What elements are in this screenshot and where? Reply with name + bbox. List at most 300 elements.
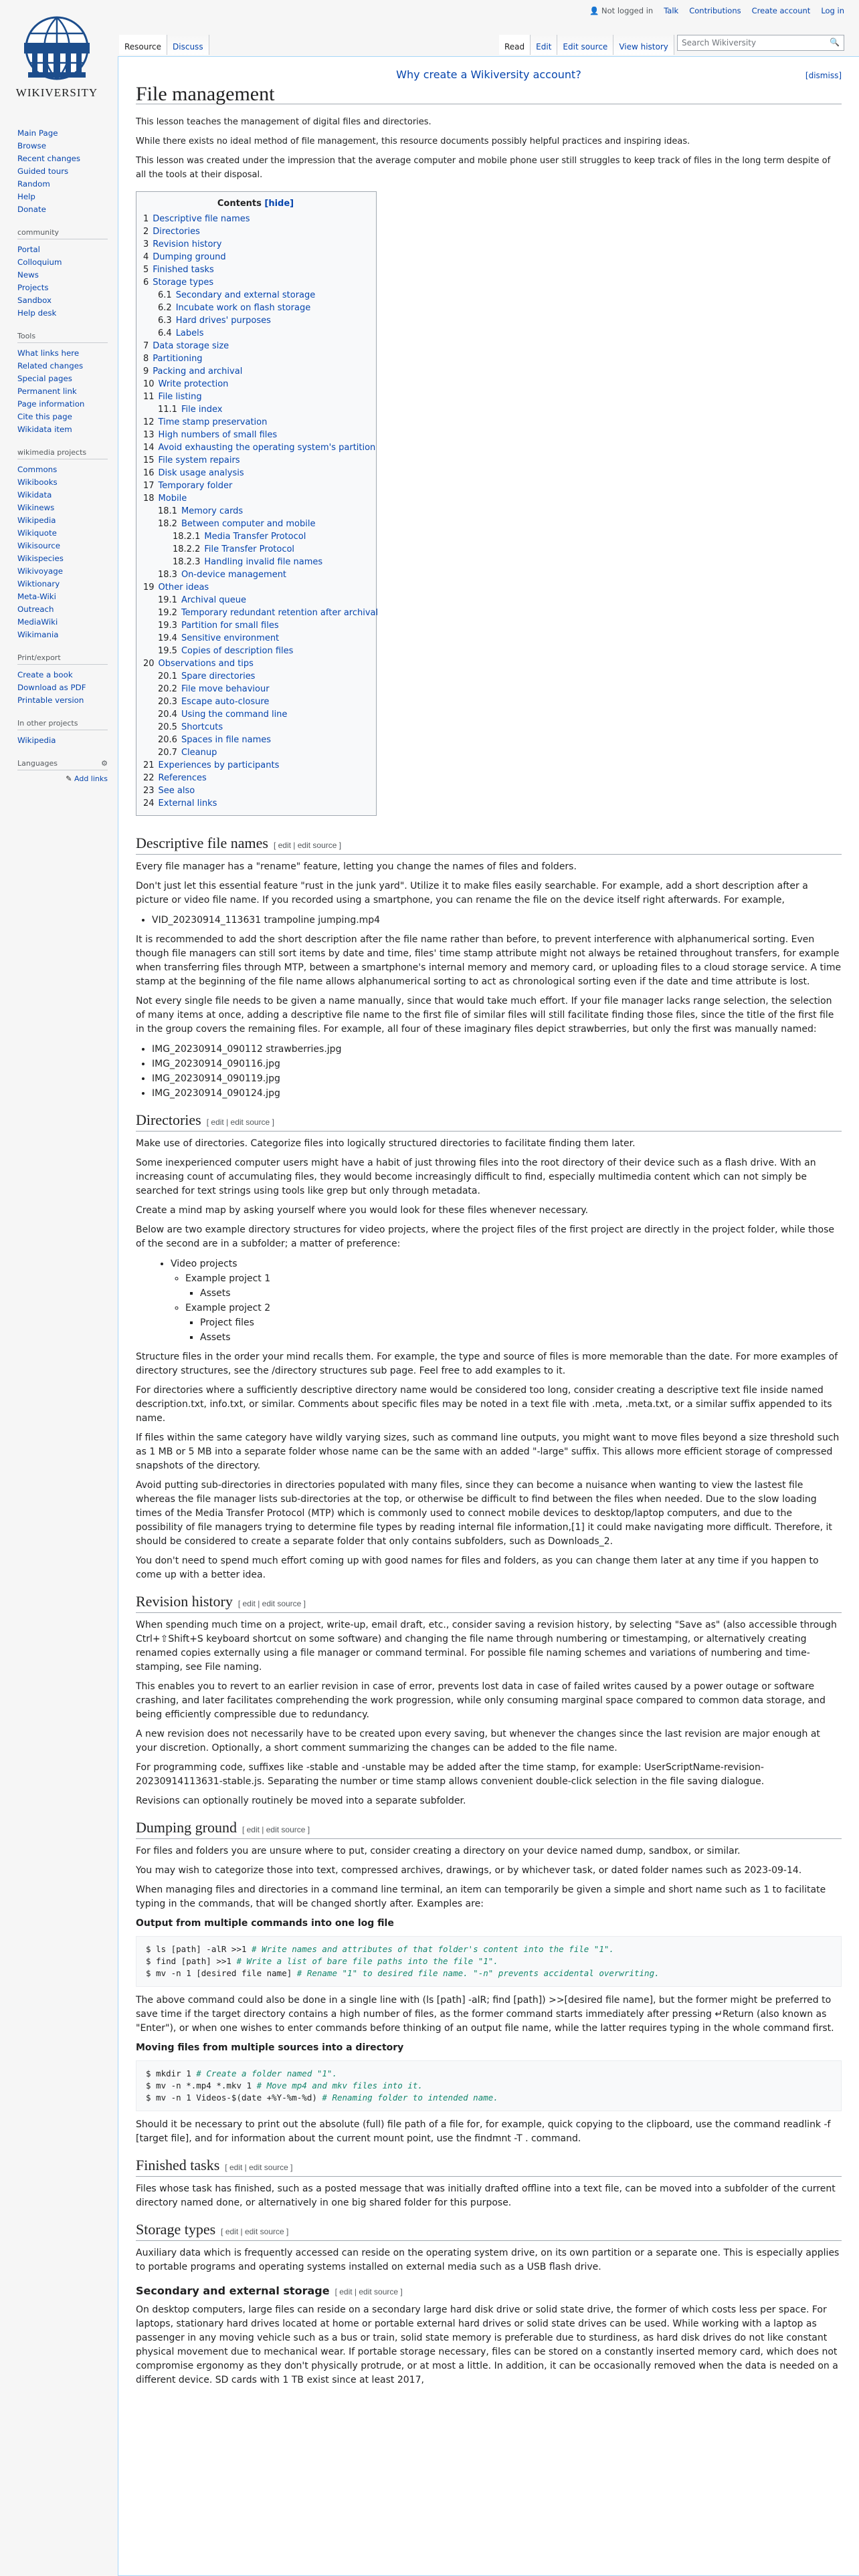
toc-number: 22 xyxy=(143,773,155,783)
toc-item[interactable] xyxy=(143,378,368,391)
toc-link[interactable]: Labels xyxy=(175,328,204,338)
sidebar-item-donate[interactable]: Donate xyxy=(17,205,46,214)
toc-item[interactable] xyxy=(143,302,368,314)
sidebar-item-permanent-link[interactable]: Permanent link xyxy=(17,387,77,396)
toc-link[interactable]: See also xyxy=(158,786,195,796)
sidebar-item-wikinews[interactable]: Wikinews xyxy=(17,503,55,512)
code-command: $ mv -n 1 [desired file name] xyxy=(146,1968,297,1978)
toc-number: 4 xyxy=(143,252,149,262)
toc-item[interactable] xyxy=(143,518,368,530)
paragraph: Below are two example directory structures for video projects, where the project files of the first project are directly in the project folder, while those of the second are in a subfolder; a matter of preference: xyxy=(136,1224,835,1249)
intro-paragraph: While there exists no ideal method of file management, this resource documents possibly helpful practices and inspiring ideas. xyxy=(136,136,690,146)
sidebar-item xyxy=(17,243,117,256)
toc-link[interactable]: Cleanup xyxy=(181,748,217,758)
toc-item[interactable] xyxy=(143,543,368,556)
sidebar-item-meta-wiki[interactable]: Meta-Wiki xyxy=(17,592,56,601)
sidebar-item-colloquium[interactable]: Colloquium xyxy=(17,257,62,267)
languages-heading: Languages ⚙ xyxy=(17,759,108,770)
toc-link[interactable]: Descriptive file names xyxy=(153,214,250,224)
tree-item: ▪ Project files xyxy=(200,1315,842,1330)
toc-link[interactable]: Revision history xyxy=(153,239,222,249)
tree-item: ◦ Example project 2 ▪ Project files ▪ Assets xyxy=(185,1301,842,1345)
sidebar-item-special-pages[interactable]: Special pages xyxy=(17,374,72,383)
toc-item[interactable] xyxy=(143,505,368,518)
sidebar-item-news[interactable]: News xyxy=(17,270,39,280)
sidebar-item xyxy=(17,552,117,565)
toc-link[interactable]: High numbers of small files xyxy=(158,430,278,440)
code-comment: # Renaming folder to intended name. xyxy=(322,2092,498,2103)
sidebar-item-what-links-here[interactable]: What links here xyxy=(17,348,80,358)
toc-link[interactable]: File index xyxy=(181,405,223,415)
sidebar-item xyxy=(17,591,117,603)
code-command: $ ls [path] -alR >>1 xyxy=(146,1944,252,1954)
code-block xyxy=(136,2060,842,2111)
tree-item: ◦ Example project 1 ▪ Assets xyxy=(185,1271,842,1301)
toc-number: 15 xyxy=(143,455,155,465)
toc-number: 19.3 xyxy=(158,621,177,631)
toc-link[interactable]: Memory cards xyxy=(181,506,244,516)
paragraph: For files and folders you are unsure where to put, consider creating a directory on your device named dump, sandbox, or similar. xyxy=(136,1846,741,1856)
toc-number: 20 xyxy=(143,659,155,669)
toc-item[interactable] xyxy=(143,721,368,734)
toc-link[interactable]: Temporary redundant retention after archival xyxy=(181,608,379,618)
sidebar-item xyxy=(17,502,117,514)
tab-discuss-link[interactable]: Discuss xyxy=(173,42,203,51)
sidebar-item xyxy=(17,423,117,436)
paragraph: This enables you to revert to an earlier revision in case of error, prevents lost data in case of failed writes caused by a power outage or software crashing, and later facilitates comprehending the work progression, while only consuming marginal space compared to common data storage, and being efficiently compressible due to redundancy. xyxy=(136,1681,826,1720)
paragraph: Don't just let this essential feature "rust in the junk yard". Utilize it to make files easily searchable. For example, add a short description after a picture or video file name. If you recorded using a smartphone, you can rename the file on the device itself right afterwards. For example, xyxy=(136,881,808,905)
files-list xyxy=(152,1042,842,1101)
paragraph: A new revision does not necessarily have to be created upon every saving, but whenever the changes since the last revision are major enough at your discretion. Optionally, a short comment summarizing the changes can be added to the file name. xyxy=(136,1729,820,1753)
tree-item: ▪ Assets xyxy=(200,1330,842,1345)
sidebar-item-download-as-pdf[interactable]: Download as PDF xyxy=(17,683,86,692)
toc-item[interactable] xyxy=(143,530,368,543)
toc-link[interactable]: On-device management xyxy=(181,570,287,580)
tree-item: ▪ Assets xyxy=(200,1286,842,1301)
search-icon[interactable]: 🔍 xyxy=(830,37,840,47)
toc-number: 1 xyxy=(143,214,149,224)
toc-number: 11.1 xyxy=(158,405,177,415)
code-comment: # Move mp4 and mkv files into it. xyxy=(256,2080,423,2090)
toc-link[interactable]: Temporary folder xyxy=(158,481,233,491)
sidebar-item xyxy=(17,347,117,360)
toc-item[interactable] xyxy=(143,568,368,581)
sidebar-item-commons[interactable]: Commons xyxy=(17,465,58,474)
sidebar-item-wikispecies[interactable]: Wikispecies xyxy=(17,554,64,563)
tab-edit-source-link[interactable]: Edit source xyxy=(563,42,608,51)
toc-number: 21 xyxy=(143,760,155,770)
code-comment: # Create a folder named "1". xyxy=(196,2068,337,2078)
toc-hide-link[interactable]: [hide] xyxy=(264,199,294,209)
toc-number: 11 xyxy=(143,392,155,402)
toc-link[interactable]: References xyxy=(158,773,207,783)
sidebar-item xyxy=(17,178,117,191)
toc-item[interactable] xyxy=(143,797,368,810)
toc-number: 18.3 xyxy=(158,570,177,580)
toc-link[interactable]: Media Transfer Protocol xyxy=(204,532,306,542)
toc-link[interactable]: Archival queue xyxy=(181,595,247,605)
sidebar-item xyxy=(17,476,117,489)
toc-link[interactable]: Disk usage analysis xyxy=(158,468,244,478)
list-item: • IMG_20230914_090124.jpg xyxy=(152,1086,842,1101)
toc-item[interactable] xyxy=(143,607,379,619)
subheading: Moving files from multiple sources into a directory xyxy=(136,2042,404,2053)
toc-number: 20.4 xyxy=(158,710,177,720)
toc-item[interactable] xyxy=(143,708,368,721)
toc-item[interactable] xyxy=(143,429,368,441)
notice-link[interactable]: Why create a Wikiversity account? xyxy=(396,68,581,81)
toc-item[interactable] xyxy=(143,251,368,263)
toc-link[interactable]: Write protection xyxy=(158,379,229,389)
edit-section-links[interactable]: [ edit | edit source ] xyxy=(225,2163,293,2172)
edit-section-links[interactable]: [ edit | edit source ] xyxy=(242,1825,310,1834)
sidebar-item-projects[interactable]: Projects xyxy=(17,283,49,292)
sidebar-item-recent-changes[interactable]: Recent changes xyxy=(17,154,81,163)
directory-tree xyxy=(136,1257,842,1345)
sidebar-item xyxy=(17,694,117,707)
toc-link[interactable]: Between computer and mobile xyxy=(181,519,316,529)
toc-link[interactable]: Spare directories xyxy=(181,671,256,681)
toc-number: 20.7 xyxy=(158,748,177,758)
sidebar-item xyxy=(17,629,117,641)
sidebar-item xyxy=(17,603,117,616)
toc-title: Contents [hide] xyxy=(217,199,294,209)
toc-number: 20.3 xyxy=(158,697,177,707)
sidebar-item-help[interactable]: Help xyxy=(17,192,35,201)
edit-section-links[interactable]: [ edit | edit source ] xyxy=(335,2287,403,2296)
view-tabs xyxy=(499,35,674,55)
edit-section-links[interactable]: [ edit | edit source ] xyxy=(206,1117,274,1127)
sidebar-item-wikimania[interactable]: Wikimania xyxy=(17,630,59,639)
toc-item[interactable] xyxy=(143,391,368,403)
toc-item[interactable] xyxy=(143,556,368,568)
toc-item[interactable] xyxy=(143,352,368,365)
sidebar-main xyxy=(17,127,117,216)
section-heading: Revision history [ edit | edit source ] xyxy=(136,1594,842,1613)
gear-icon[interactable]: ⚙ xyxy=(101,759,108,768)
toc-number: 20.6 xyxy=(158,735,177,745)
sidebar-tools xyxy=(17,332,117,436)
sidebar-item xyxy=(17,514,117,527)
toc-link[interactable]: Avoid exhausting the operating system's partition xyxy=(158,443,376,453)
sidebar-item xyxy=(17,372,117,385)
sidebar-item-wikivoyage[interactable]: Wikivoyage xyxy=(17,566,63,576)
toc-item[interactable] xyxy=(143,746,368,759)
toc-link[interactable]: Finished tasks xyxy=(153,265,214,275)
sidebar-item-wikidata-item[interactable]: Wikidata item xyxy=(17,425,72,434)
sidebar-languages xyxy=(17,759,117,783)
main-content xyxy=(118,56,859,2576)
toc-number: 23 xyxy=(143,786,155,796)
toc-link[interactable]: Shortcuts xyxy=(181,722,223,732)
toc-number: 16 xyxy=(143,468,155,478)
toc-number: 6.2 xyxy=(158,303,172,313)
tab-edit[interactable] xyxy=(531,35,557,55)
toc-item[interactable] xyxy=(143,619,368,632)
toc-number: 18.2 xyxy=(158,519,177,529)
sidebar-item xyxy=(17,734,117,747)
toc-item[interactable] xyxy=(143,759,368,772)
toc-link[interactable]: Hard drives' purposes xyxy=(175,316,271,326)
sidebar-item xyxy=(17,565,117,578)
toc-item[interactable] xyxy=(143,289,368,302)
sidebar-item xyxy=(17,165,117,178)
toc-number: 18.2.1 xyxy=(173,532,201,542)
paragraph: Not every single file needs to be given a name manually, since that would take much effort. If your file manager lacks range selection, the selection of many items at once, adding a descriptive file name to the first file of similar files will still facilitate finding those files, since the title of the first file in the group covers the remaining files. For example, all four of these imaginary files depict strawberries, but only the first was manually named: xyxy=(136,996,834,1035)
sidebar-item xyxy=(17,489,117,502)
toc-number: 20.1 xyxy=(158,671,177,681)
log-in-link[interactable]: Log in xyxy=(821,6,844,15)
sidebar-item xyxy=(17,681,117,694)
talk-link[interactable]: Talk xyxy=(664,6,679,15)
toc-item[interactable] xyxy=(143,441,376,454)
toc-number: 6 xyxy=(143,278,149,288)
toc-item[interactable] xyxy=(143,238,368,251)
toc-number: 18.2.2 xyxy=(173,544,201,554)
section-heading: Directories [ edit | edit source ] xyxy=(136,1113,842,1132)
toc-link[interactable]: Other ideas xyxy=(158,582,209,593)
toc-number: 13 xyxy=(143,430,155,440)
paragraph: Some inexperienced computer users might have a habit of just throwing files into the root directory of their device such as a flash drive. With an increasing count of accumulating files, they would become increasingly difficult to find, especially multimedia content which can not simply be searched for text strings using tools like grep but only through metadata. xyxy=(136,1158,816,1196)
toc-item[interactable] xyxy=(143,213,368,225)
toc-item[interactable] xyxy=(143,632,368,645)
section-heading: Finished tasks [ edit | edit source ] xyxy=(136,2158,842,2177)
contributions-link[interactable]: Contributions xyxy=(689,6,741,15)
toc-link[interactable]: Copies of description files xyxy=(181,646,294,656)
sidebar-item xyxy=(17,203,117,216)
sidebar-item xyxy=(17,578,117,591)
toc-number: 2 xyxy=(143,227,149,237)
tab-discuss[interactable] xyxy=(167,35,209,55)
paragraph: Files whose task has finished, such as a posted message that was initially drafted offline into a text file, can be moved into a subfolder of the current directory named done, or alternatively in one big shared folder for this purpose. xyxy=(136,2183,836,2208)
toc-link[interactable]: Experiences by participants xyxy=(158,760,280,770)
paragraph: Every file manager has a "rename" feature, letting you change the names of files and folders. xyxy=(136,861,577,872)
sidebar-item xyxy=(17,191,117,203)
add-links-link[interactable]: Add links xyxy=(74,774,108,783)
paragraph: Revisions can optionally routinely be moved into a separate subfolder. xyxy=(136,1796,466,1806)
sidebar-item xyxy=(17,269,117,282)
table-of-contents xyxy=(136,191,377,816)
tab-resource[interactable]: Resource xyxy=(119,35,167,55)
toc-link[interactable]: Escape auto-closure xyxy=(181,697,270,707)
toc-link[interactable]: Directories xyxy=(153,227,200,237)
toc-link[interactable]: File listing xyxy=(158,392,202,402)
toc-link[interactable]: Sensitive environment xyxy=(181,633,280,643)
sidebar-heading: Tools xyxy=(17,332,108,343)
create-account-link[interactable]: Create account xyxy=(751,6,811,15)
toc-item[interactable] xyxy=(143,327,368,340)
toc-number: 18.2.3 xyxy=(173,557,201,567)
toc-number: 19 xyxy=(143,582,155,593)
toc-link[interactable]: Data storage size xyxy=(153,341,229,351)
list-item: • IMG_20230914_090112 strawberries.jpg xyxy=(152,1042,842,1057)
site-notice xyxy=(136,68,842,82)
toc-item[interactable] xyxy=(143,365,368,378)
tab-view-history[interactable] xyxy=(613,35,674,55)
toc-link[interactable]: Mobile xyxy=(158,494,187,504)
sidebar-item-sandbox[interactable]: Sandbox xyxy=(17,296,52,305)
search-input[interactable] xyxy=(677,35,844,51)
toc-link[interactable]: External links xyxy=(158,798,217,809)
toc-item[interactable] xyxy=(143,263,368,276)
pencil-icon: ✎ xyxy=(66,774,72,783)
toc-item[interactable] xyxy=(143,657,368,670)
sidebar-item-page-information[interactable]: Page information xyxy=(17,399,85,409)
sidebar-item xyxy=(17,385,117,398)
toc-link[interactable]: File Transfer Protocol xyxy=(204,544,295,554)
toc-item[interactable] xyxy=(143,670,368,683)
code-command: $ find [path] >>1 xyxy=(146,1956,237,1966)
sidebar-item-random[interactable]: Random xyxy=(17,179,50,189)
toc-link[interactable]: Secondary and external storage xyxy=(175,290,316,300)
toc-link[interactable]: Dumping ground xyxy=(153,252,226,262)
intro-paragraph: This lesson teaches the management of digital files and directories. xyxy=(136,117,432,127)
section-heading: Descriptive file names [ edit | edit source ] xyxy=(136,836,842,855)
sidebar-item-outreach[interactable]: Outreach xyxy=(17,605,54,614)
toc-number: 14 xyxy=(143,443,155,453)
edit-section-links[interactable]: [ edit | edit source ] xyxy=(221,2227,289,2236)
toc-item[interactable] xyxy=(143,734,368,746)
sidebar-item xyxy=(17,152,117,165)
personal-tools xyxy=(589,6,844,15)
toc-link[interactable]: Spaces in file names xyxy=(181,735,272,745)
sidebar-item-browse[interactable]: Browse xyxy=(17,141,46,150)
tab-read[interactable]: Read xyxy=(499,35,531,55)
tab-edit-link[interactable]: Edit xyxy=(536,42,552,51)
paragraph: For programming code, suffixes like -stable and -unstable may be added after the time stamp, for example: UserScriptName-revision-20230914113631-stable.js. Separating the number or time stamp allows convenient double-click selection in the file saving dialogue. xyxy=(136,1762,765,1787)
tab-view-history-link[interactable]: View history xyxy=(619,42,668,51)
toc-number: 20.5 xyxy=(158,722,177,732)
toc-number: 18.1 xyxy=(158,506,177,516)
sidebar-item-portal[interactable]: Portal xyxy=(17,245,40,254)
paragraph: Should it be necessary to print out the absolute (full) file path of a file for, for example, quick copying to the clipboard, use the command readlink -f [target file], and for information about the current mount point, use the findmnt -T . command. xyxy=(136,2119,831,2144)
toc-number: 10 xyxy=(143,379,155,389)
paragraph: Make use of directories. Categorize files into logically structured directories to facilitate finding them later. xyxy=(136,1138,636,1149)
toc-number: 6.4 xyxy=(158,328,172,338)
toc-link[interactable]: Partitioning xyxy=(153,354,203,364)
sidebar-item-main-page[interactable]: Main Page xyxy=(17,128,58,138)
sidebar-community xyxy=(17,228,117,320)
code-command: $ mv -n *.mp4 *.mkv 1 xyxy=(146,2080,257,2090)
sidebar xyxy=(0,127,117,795)
namespace-tabs xyxy=(119,35,209,55)
sidebar-print xyxy=(17,653,117,707)
paragraph: It is recommended to add the short description after the file name rather than before, to prevent interference with alphanumerical sorting. Even though file managers can still sort items by date and time, files' time stamp attribute might not always be retained throughout transfers, for example when transferring files through MTP, between a smartphone's internal memory and memory card, or uploading files to a cloud storage service. A time stamp at the beginning of the file name allows alphanumerical sorting to act as chronological sorting even if the date and time attribute is lost. xyxy=(136,934,842,987)
toc-link[interactable]: File system repairs xyxy=(158,455,240,465)
tree-item: • Video projects ◦ Example project 1 ▪ Assets ◦ Example project 2 ▪ Project files ▪ Assets xyxy=(171,1257,842,1345)
paragraph: You may wish to categorize those into text, compressed archives, drawings, or by whichever task, or dated folder names such as 2023-09-14. xyxy=(136,1865,802,1876)
sidebar-item-create-a-book[interactable]: Create a book xyxy=(17,670,73,679)
toc-item[interactable] xyxy=(143,276,368,289)
toc-item[interactable] xyxy=(143,683,368,695)
sidebar-item xyxy=(17,669,117,681)
sidebar-heading: community xyxy=(17,228,108,239)
toc-link[interactable]: Partition for small files xyxy=(181,621,279,631)
toc-link[interactable]: File move behaviour xyxy=(181,684,270,694)
toc-link[interactable]: Packing and archival xyxy=(153,366,243,377)
toc-item[interactable] xyxy=(143,314,368,327)
paragraph: If files within the same category have wildly varying sizes, such as command line outputs, you might want to move files beyond a size threshold such as 1 MB or 5 MB into a separate folder whose name can be the same with an added "-large" suffix. This allows more efficient storage of compressed snapshots of the directory. xyxy=(136,1432,840,1471)
toc-item[interactable] xyxy=(143,340,368,352)
toc-item[interactable] xyxy=(143,695,368,708)
section-heading: Storage types [ edit | edit source ] xyxy=(136,2222,842,2241)
sidebar-item-wikidata[interactable]: Wikidata xyxy=(17,490,52,500)
toc-item[interactable] xyxy=(143,581,368,594)
sidebar-item-cite-this-page[interactable]: Cite this page xyxy=(17,412,72,421)
sidebar-item-related-changes[interactable]: Related changes xyxy=(17,361,84,370)
example-list xyxy=(152,913,842,928)
edit-section-links[interactable]: [ edit | edit source ] xyxy=(273,841,342,850)
toc-number: 6.3 xyxy=(158,316,172,326)
paragraph: Avoid putting sub-directories in directories populated with many files, since they can become a nuisance when wanting to view the lastest file whereas the file manager lists sub-directories at the top, or otherwise be difficult to find between the files when needed. Due to the slow loading times of the Media Transfer Protocol (MTP) which is commonly used to connect mobile devices to desktop/laptop computers, and due to the possibility of file managers trying to determine file types by reading internal file information,[1] it could make navigating more difficult. Therefore, it should be considered to create a separate folder that only contains subfolders, such as Downloads_2. xyxy=(136,1480,832,1547)
edit-section-links[interactable]: [ edit | edit source ] xyxy=(237,1599,306,1608)
wikiversity-logo[interactable] xyxy=(13,13,100,107)
sidebar-item xyxy=(17,616,117,629)
dismiss-link[interactable]: [dismiss] xyxy=(805,71,842,80)
sidebar-projects xyxy=(17,448,117,641)
sidebar-item-mediawiki[interactable]: MediaWiki xyxy=(17,617,58,627)
paragraph: Create a mind map by asking yourself where you would look for these files whenever necessary. xyxy=(136,1205,589,1216)
sidebar-item xyxy=(17,360,117,372)
toc-item[interactable] xyxy=(143,225,368,238)
toc-item[interactable] xyxy=(143,416,368,429)
toc-number: 19.1 xyxy=(158,595,177,605)
code-comment: # Rename "1" to desired file name. "-n" prevents accidental overwriting. xyxy=(296,1968,660,1978)
toc-number: 18 xyxy=(143,494,155,504)
list-item: • IMG_20230914_090119.jpg xyxy=(152,1071,842,1086)
toc-link[interactable]: Storage types xyxy=(153,278,214,288)
intro-paragraph: This lesson was created under the impression that the average computer and mobile phone user still struggles to keep track of files in the long term despite of all the tools at their disposal. xyxy=(136,156,831,180)
sidebar-item-help-desk[interactable]: Help desk xyxy=(17,308,57,318)
toc-item[interactable] xyxy=(143,467,368,479)
sidebar-item xyxy=(17,307,117,320)
sidebar-item-wiktionary[interactable]: Wiktionary xyxy=(17,579,60,588)
toc-number: 24 xyxy=(143,798,155,809)
sidebar-item-wikipedia[interactable]: Wikipedia xyxy=(17,516,56,525)
toc-link[interactable]: Time stamp preservation xyxy=(158,417,268,427)
code-command: $ mkdir 1 xyxy=(146,2068,197,2078)
toc-item[interactable] xyxy=(143,784,368,797)
toc-link[interactable]: Handling invalid file names xyxy=(204,557,323,567)
sidebar-item-guided-tours[interactable]: Guided tours xyxy=(17,167,69,176)
paragraph: On desktop computers, large files can reside on a secondary large hard disk drive or solid state drive, the former of which costs less per space. For laptops, stationary hard drives located at home or portable external hard drives or solid state drives can be used. While working with a laptop as passenger in any moving vehicle such as a bus or train, solid state memory is preferable due to sturdiness, as hard disk drives do not like constant physical movement due to mechanical wear. If portable storage necessary, files can be stored on a constantly inserted memory card, which does not compromise ergonomy as they don't physically protrude, or at most a little. In addition, it can be occasionally removed when the data is needed on a different device. SD cards with 1 TB exist since at least 2017, xyxy=(136,2304,838,2385)
subheading: Output from multiple commands into one log file xyxy=(136,1918,394,1929)
sidebar-item-wikiquote[interactable]: Wikiquote xyxy=(17,528,57,538)
toc-item[interactable] xyxy=(143,403,368,416)
toc-item[interactable] xyxy=(143,454,368,467)
toc-item[interactable] xyxy=(143,479,368,492)
toc-item[interactable] xyxy=(143,492,368,505)
sidebar-item-wikisource[interactable]: Wikisource xyxy=(17,541,60,550)
toc-item[interactable] xyxy=(143,645,368,657)
toc-link[interactable]: Observations and tips xyxy=(158,659,254,669)
sidebar-item xyxy=(17,294,117,307)
sidebar-item-printable-version[interactable]: Printable version xyxy=(17,695,84,705)
toc-item[interactable] xyxy=(143,772,368,784)
sidebar-item-wikibooks[interactable]: Wikibooks xyxy=(17,477,58,487)
toc-item[interactable] xyxy=(143,594,368,607)
list-item: • VID_20230914_113631 trampoline jumping.mp4 xyxy=(152,913,842,928)
toc-link[interactable]: Incubate work on flash storage xyxy=(175,303,311,313)
toc-number: 6.1 xyxy=(158,290,172,300)
list-item: • IMG_20230914_090116.jpg xyxy=(152,1057,842,1071)
sidebar-item-wikipedia[interactable]: Wikipedia xyxy=(17,736,56,745)
sidebar-heading: wikimedia projects xyxy=(17,448,108,459)
toc-number: 19.4 xyxy=(158,633,177,643)
tab-edit-source[interactable] xyxy=(557,35,613,55)
toc-number: 17 xyxy=(143,481,155,491)
toc-link[interactable]: Using the command line xyxy=(181,710,288,720)
